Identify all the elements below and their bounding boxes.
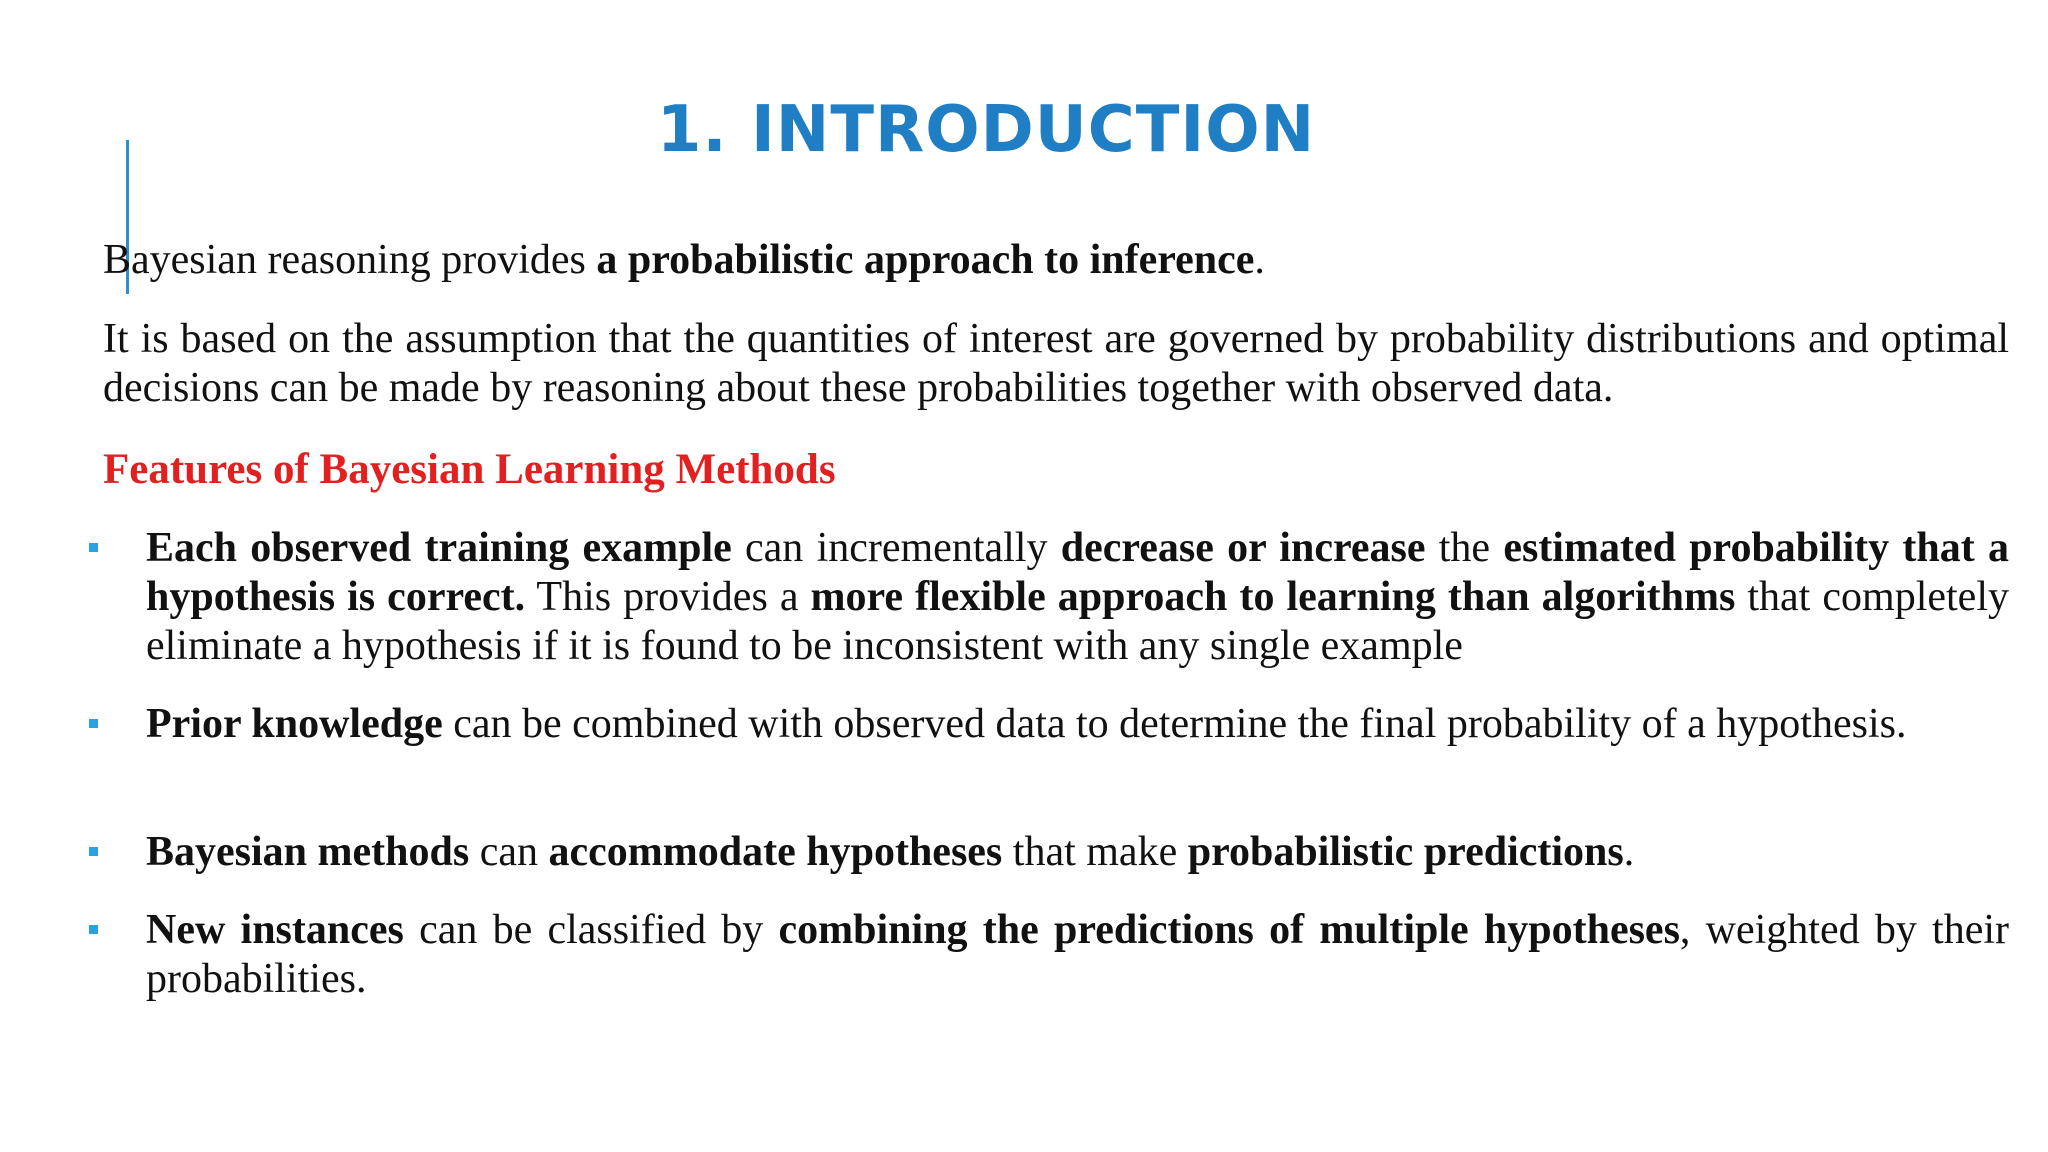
feature-item [146, 700, 2009, 749]
bold-run: Bayesian methods [146, 829, 470, 875]
square-bullet-icon [89, 719, 98, 728]
bold-run: estimated probability that a hypothesis is correct. [146, 525, 2010, 620]
text-run: , weighted by their probabilities. [146, 907, 2009, 1002]
section-heading: Features of Bayesian Learning Methods [103, 446, 836, 493]
bold-run: Each observed training example [146, 525, 732, 571]
text-run: . [1623, 829, 1635, 875]
feature-item-text [146, 701, 1906, 747]
bold-run: Prior knowledge [146, 701, 443, 747]
text-run: that make [1002, 829, 1188, 875]
text-run: the [1425, 525, 1504, 571]
feature-item-text [146, 907, 2009, 1002]
feature-item [146, 828, 2009, 877]
feature-item-text [146, 525, 2009, 669]
slide-title [0, 93, 1972, 167]
square-bullet-icon [89, 925, 98, 934]
feature-item-text [146, 829, 1634, 875]
feature-item [146, 524, 2009, 671]
bold-run: a probabilistic approach to inference [596, 237, 1255, 283]
text-run: Bayesian reasoning provides [103, 237, 597, 283]
slide-title-text: 1. INTRODUCTION [656, 93, 1316, 167]
square-bullet-icon [89, 847, 98, 856]
bold-run: probabilistic predictions [1187, 829, 1624, 875]
text-run: can be classified by [403, 907, 779, 953]
intro-paragraph-2 [103, 315, 2009, 413]
bold-run: decrease or increase [1060, 525, 1426, 571]
text-run: . [1254, 237, 1265, 283]
text-run: can incrementally [731, 525, 1061, 571]
text-run: can [469, 829, 549, 875]
text-run: can be combined with observed data to determine the final probability of a hypothesis. [442, 701, 1907, 747]
text-run: that completely eliminate a hypothesis if it is found to be inconsistent with any single example [146, 574, 2009, 669]
feature-item [146, 906, 2009, 1004]
square-bullet-icon [89, 543, 98, 552]
bold-run: combining the predictions of multiple hypotheses [778, 907, 1680, 953]
intro-paragraph-1 [103, 236, 2009, 285]
text-run: It is based on the assumption that the quantities of interest are governed by probability distributions and optimal decisions can be made by reasoning about these probabilities together with observed data. [103, 316, 2009, 411]
bold-run: New instances [146, 907, 404, 953]
bold-run: more flexible approach to learning than algorithms [810, 574, 1736, 620]
text-run: This provides a [525, 574, 811, 620]
bold-run: accommodate hypotheses [548, 829, 1003, 875]
